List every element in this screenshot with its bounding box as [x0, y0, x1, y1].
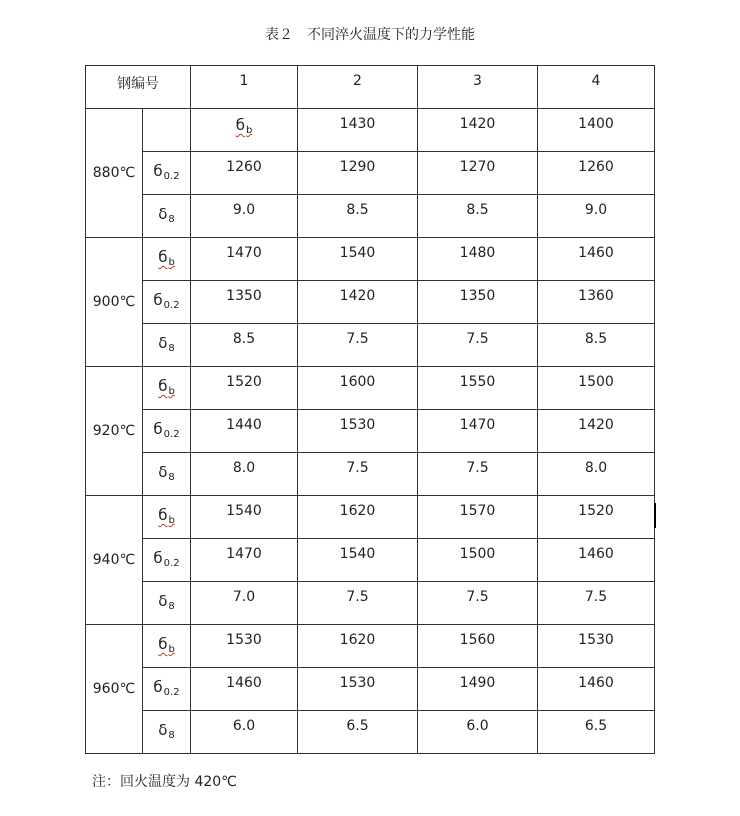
value-cell: 1470: [191, 539, 298, 582]
property-symbol-cell: [143, 668, 191, 711]
value-cell: 1530: [298, 668, 418, 711]
value-cell: 7.0: [191, 582, 298, 625]
temperature-cell: 940℃: [86, 496, 143, 625]
property-symbol-cell: [143, 711, 191, 754]
table-row: [86, 668, 655, 711]
property-subscript: 0.2: [163, 429, 180, 440]
value-cell: 8.0: [538, 453, 655, 496]
temperature-cell: 920℃: [86, 367, 143, 496]
table-row: [86, 539, 655, 582]
table-note: 注：回火温度为 420℃: [92, 774, 237, 790]
property-symbol-cell: [143, 410, 191, 453]
value-cell: 1400: [538, 109, 655, 152]
value-cell: 1350: [418, 281, 538, 324]
value-cell: 1470: [418, 410, 538, 453]
temperature-cell: 880℃: [86, 109, 143, 238]
property-symbol: б: [158, 248, 168, 266]
property-subscript: b: [168, 257, 175, 268]
value-cell: 1520: [191, 367, 298, 410]
value-cell: 1360: [538, 281, 655, 324]
property-subscript: 8: [168, 343, 175, 354]
value-cell: 8.5: [538, 324, 655, 367]
value-cell: 7.5: [418, 582, 538, 625]
value-cell: 7.5: [418, 324, 538, 367]
header-row: [86, 66, 655, 109]
value-cell: 7.5: [538, 582, 655, 625]
property-subscript: b: [168, 515, 175, 526]
value-cell: 1540: [298, 539, 418, 582]
table-row: [86, 711, 655, 754]
value-cell: 7.5: [298, 453, 418, 496]
property-symbol-cell: [143, 324, 191, 367]
value-cell: 9.0: [538, 195, 655, 238]
text-cursor: [654, 503, 656, 528]
value-cell: 1620: [298, 496, 418, 539]
value-cell: 1550: [418, 367, 538, 410]
value-cell: 1420: [298, 281, 418, 324]
value-cell: 1430: [298, 109, 418, 152]
value-cell: 1500: [418, 539, 538, 582]
value-cell: 7.5: [418, 453, 538, 496]
value-cell: 1420: [418, 109, 538, 152]
property-symbol-cell: [143, 582, 191, 625]
value-cell: 1620: [298, 625, 418, 668]
table-row: [86, 453, 655, 496]
table-row: [86, 281, 655, 324]
header-steel-4: 4: [538, 66, 655, 109]
property-symbol: δ: [158, 592, 168, 610]
value-cell: 1290: [298, 152, 418, 195]
value-cell: 1560: [418, 625, 538, 668]
value-cell: 1460: [191, 668, 298, 711]
value-cell: 6.5: [298, 711, 418, 754]
value-cell: 1570: [418, 496, 538, 539]
temperature-cell: 900℃: [86, 238, 143, 367]
property-subscript: 0.2: [163, 300, 180, 311]
value-cell: 1600: [298, 367, 418, 410]
property-subscript: 8: [168, 730, 175, 741]
value-cell: 6.0: [191, 711, 298, 754]
value-cell: 8.0: [191, 453, 298, 496]
value-cell: 1530: [538, 625, 655, 668]
value-cell: 1520: [538, 496, 655, 539]
table-row: [86, 109, 655, 152]
property-symbol-cell: [143, 453, 191, 496]
value-cell: 1460: [538, 668, 655, 711]
property-symbol: б: [235, 116, 245, 134]
property-symbol-cell: [143, 152, 191, 195]
table-row: [86, 195, 655, 238]
temperature-cell: 960℃: [86, 625, 143, 754]
property-symbol: б: [158, 377, 168, 395]
mechanical-properties-table: [85, 65, 655, 754]
value-cell: 1540: [191, 496, 298, 539]
property-subscript: 8: [168, 214, 175, 225]
property-subscript: b: [168, 386, 175, 397]
value-cell: 1500: [538, 367, 655, 410]
property-symbol-cell: [143, 109, 191, 152]
table-row: [86, 496, 655, 539]
table-caption: 表２ 不同淬火温度下的力学性能: [265, 27, 475, 43]
value-cell: 1420: [538, 410, 655, 453]
property-symbol-cell: [143, 195, 191, 238]
value-cell: 1490: [418, 668, 538, 711]
property-symbol: δ: [158, 721, 168, 739]
value-cell: 1460: [538, 238, 655, 281]
table-row: [86, 152, 655, 195]
value-cell: 1470: [191, 238, 298, 281]
header-steel-number: 钢编号: [86, 66, 191, 109]
value-cell: 8.5: [191, 324, 298, 367]
value-cell: 6.0: [418, 711, 538, 754]
property-symbol: б: [153, 162, 163, 180]
property-symbol: δ: [158, 205, 168, 223]
table-row: [86, 582, 655, 625]
value-cell: 9.0: [191, 195, 298, 238]
property-symbol-cell: [143, 281, 191, 324]
property-symbol: δ: [158, 334, 168, 352]
table-row: [86, 625, 655, 668]
property-symbol-cell: [143, 539, 191, 582]
value-cell: 1480: [418, 238, 538, 281]
header-steel-3: 3: [418, 66, 538, 109]
property-subscript: 0.2: [163, 558, 180, 569]
property-symbol: δ: [158, 463, 168, 481]
value-cell: 1260: [538, 152, 655, 195]
property-subscript: 0.2: [163, 171, 180, 182]
value-cell: 1270: [418, 152, 538, 195]
property-subscript: b: [168, 644, 175, 655]
value-cell: 1260: [191, 152, 298, 195]
value-cell: 8.5: [298, 195, 418, 238]
value-cell: 1530: [298, 410, 418, 453]
table-row: [86, 324, 655, 367]
property-symbol-cell: [143, 367, 191, 410]
value-cell: 7.5: [298, 324, 418, 367]
table-row: [86, 238, 655, 281]
header-steel-1: 1: [191, 66, 298, 109]
value-cell: [191, 109, 298, 152]
value-cell: 1530: [191, 625, 298, 668]
value-cell: 7.5: [298, 582, 418, 625]
property-symbol: б: [153, 420, 163, 438]
property-subscript: 0.2: [163, 687, 180, 698]
property-subscript: b: [245, 125, 253, 136]
property-symbol: б: [158, 635, 168, 653]
property-symbol: б: [153, 291, 163, 309]
value-cell: 1460: [538, 539, 655, 582]
header-steel-2: 2: [298, 66, 418, 109]
property-symbol: б: [153, 549, 163, 567]
value-cell: 1540: [298, 238, 418, 281]
property-subscript: 8: [168, 472, 175, 483]
property-symbol: б: [158, 506, 168, 524]
property-symbol-cell: [143, 625, 191, 668]
table-row: [86, 367, 655, 410]
property-symbol: б: [153, 678, 163, 696]
table-row: [86, 410, 655, 453]
property-symbol-cell: [143, 496, 191, 539]
value-cell: 6.5: [538, 711, 655, 754]
property-subscript: 8: [168, 601, 175, 612]
value-cell: 1440: [191, 410, 298, 453]
value-cell: 1350: [191, 281, 298, 324]
property-symbol-cell: [143, 238, 191, 281]
value-cell: 8.5: [418, 195, 538, 238]
